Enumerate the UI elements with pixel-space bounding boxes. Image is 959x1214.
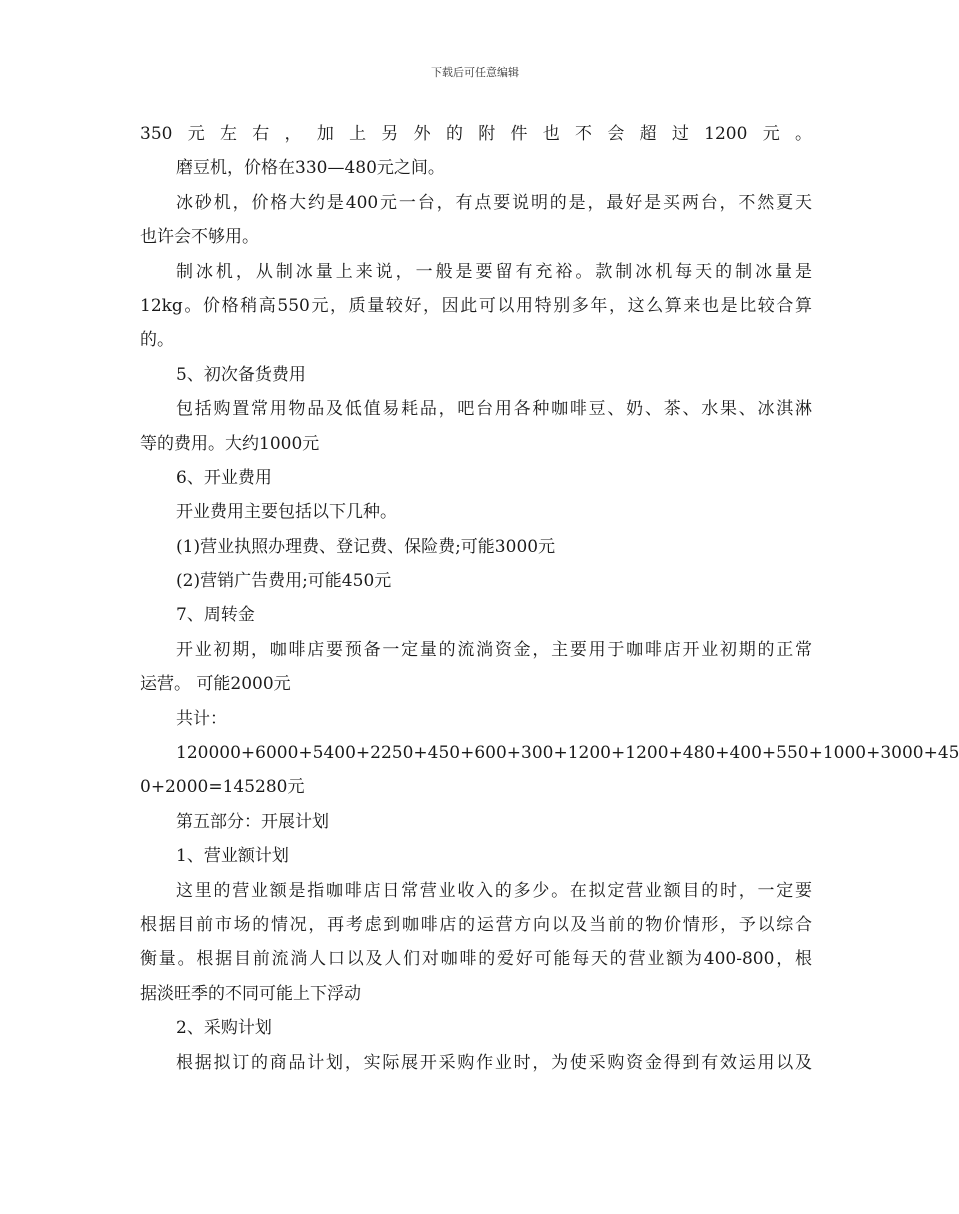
total-formula: 0+2000=145280元 [140, 777, 305, 798]
paragraph-line: 根据目前市场的情况，再考虑到咖啡店的运营方向以及当前的物价情形，予以综合 [140, 914, 812, 935]
section-heading: 5、初次备货费用 [176, 364, 306, 385]
paragraph-line: 根据拟订的商品计划，实际展开采购作业时，为使采购资金得到有效运用以及 [176, 1052, 812, 1073]
section-heading: 1、营业额计划 [176, 846, 289, 867]
paragraph-line: 开业初期，咖啡店要预备一定量的流淌资金，主要用于咖啡店开业初期的正常 [176, 639, 812, 660]
part-heading: 第五部分：开展计划 [176, 811, 329, 832]
list-item: (2)营销广告费用;可能450元 [176, 571, 392, 592]
paragraph-line: 等的费用。大约1000元 [140, 433, 320, 454]
paragraph-line: 包括购置常用物品及低值易耗品，吧台用各种咖啡豆、奶、茶、水果、冰淇淋 [176, 399, 812, 420]
paragraph-line: 的。 [140, 330, 174, 351]
paragraph-line: 制冰机，从制冰量上来说，一般是要留有充裕。款制冰机每天的制冰量是 [176, 261, 812, 282]
section-heading: 6、开业费用 [176, 467, 272, 488]
paragraph-line: 衡量。根据目前流淌人口以及人们对咖啡的爱好可能每天的营业额为400-800，根 [140, 949, 812, 970]
document-body [140, 117, 959, 1080]
paragraph-line: 也许会不够用。 [140, 227, 259, 248]
section-heading: 2、采购计划 [176, 1018, 272, 1039]
paragraph-line: 冰砂机，价格大约是400元一台，有点要说明的是，最好是买两台，不然夏天 [176, 192, 812, 213]
paragraph-line: 开业费用主要包括以下几种。 [176, 502, 397, 523]
section-heading: 7、周转金 [176, 605, 255, 626]
total-label: 共计： [176, 708, 227, 729]
total-formula: 120000+6000+5400+2250+450+600+300+1200+1200+480+400+550+1000+3000+45 [176, 743, 959, 764]
paragraph-line: 磨豆机，价格在330—480元之间。 [176, 158, 445, 179]
paragraph-line: 据淡旺季的不同可能上下浮动 [140, 983, 361, 1004]
paragraph-line: 这里的营业额是指咖啡店日常营业收入的多少。在拟定营业额目的时，一定要 [176, 880, 812, 901]
page-header: 下载后可任意编辑 [431, 66, 519, 79]
paragraph-line: 12kg。价格稍高550元，质量较好，因此可以用特别多年，这么算来也是比较合算 [140, 295, 812, 316]
list-item: (1)营业执照办理费、登记费、保险费;可能3000元 [176, 536, 556, 557]
paragraph-line: 350元左右，加上另外的附件也不会超过1200元。 [140, 124, 812, 144]
paragraph-line: 运营。 可能2000元 [140, 674, 291, 695]
